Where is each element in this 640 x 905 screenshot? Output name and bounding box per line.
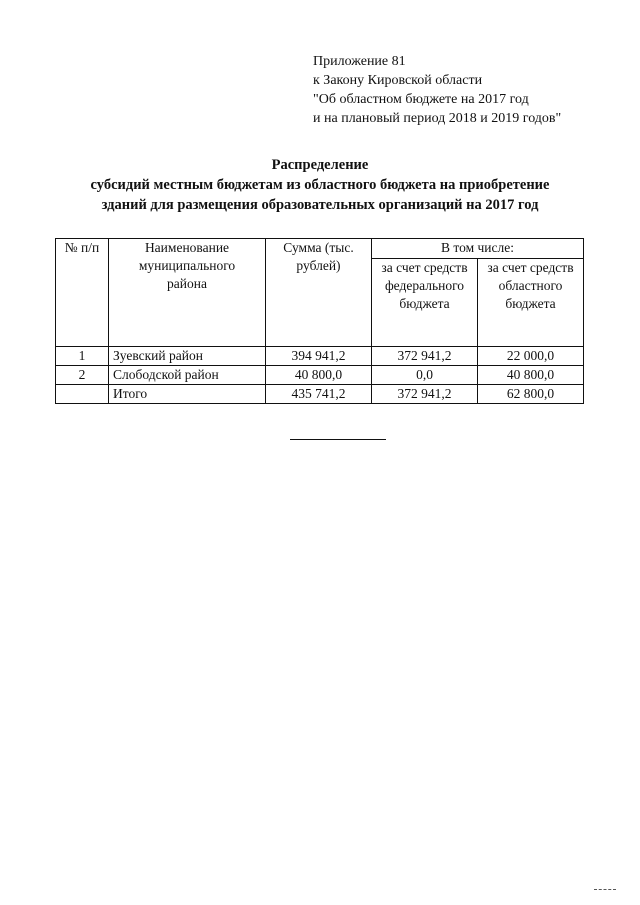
annex-line: "Об областном бюджете на 2017 год [313, 92, 529, 107]
header-num: № п/п [56, 239, 109, 347]
annex-line: Приложение 81 [313, 54, 406, 69]
table-row [56, 366, 584, 385]
cell-sum: 40 800,0 [266, 366, 372, 385]
annex-line: к Закону Кировской области [313, 73, 483, 88]
annex-reference [313, 52, 561, 128]
cell-sum: 435 741,2 [266, 385, 372, 404]
cell-federal: 0,0 [372, 366, 478, 385]
cell-name: Слободской район [109, 366, 266, 385]
closing-line [290, 439, 386, 440]
cell-federal: 372 941,2 [372, 385, 478, 404]
header-regional: за счет средств областного бюджета [478, 259, 584, 347]
total-row [56, 385, 584, 404]
header-federal: за счет средств федерального бюджета [372, 259, 478, 347]
cell-num: 1 [56, 347, 109, 366]
title-line: Распределение [271, 157, 369, 173]
title-line: зданий для размещения образовательных организаций на 2017 год [101, 197, 539, 213]
cell-regional: 40 800,0 [478, 366, 584, 385]
cell-name: Итого [109, 385, 266, 404]
cell-num: 2 [56, 366, 109, 385]
cell-num [56, 385, 109, 404]
cell-federal: 372 941,2 [372, 347, 478, 366]
cell-name: Зуевский район [109, 347, 266, 366]
annex-line: и на плановый период 2018 и 2019 годов" [313, 111, 562, 126]
cell-regional: 62 800,0 [478, 385, 584, 404]
document-title [40, 155, 600, 215]
subsidy-table [55, 238, 584, 404]
cell-regional: 22 000,0 [478, 347, 584, 366]
title-line: субсидий местным бюджетам из областного бюджета на приобретение [90, 177, 550, 193]
header-row [56, 239, 584, 259]
header-name: Наименование муниципального района [109, 239, 266, 347]
cell-sum: 394 941,2 [266, 347, 372, 366]
table-row [56, 347, 584, 366]
header-sum: Сумма (тыс. рублей) [266, 239, 372, 347]
scan-mark [594, 889, 616, 890]
header-including: В том числе: [372, 239, 584, 259]
